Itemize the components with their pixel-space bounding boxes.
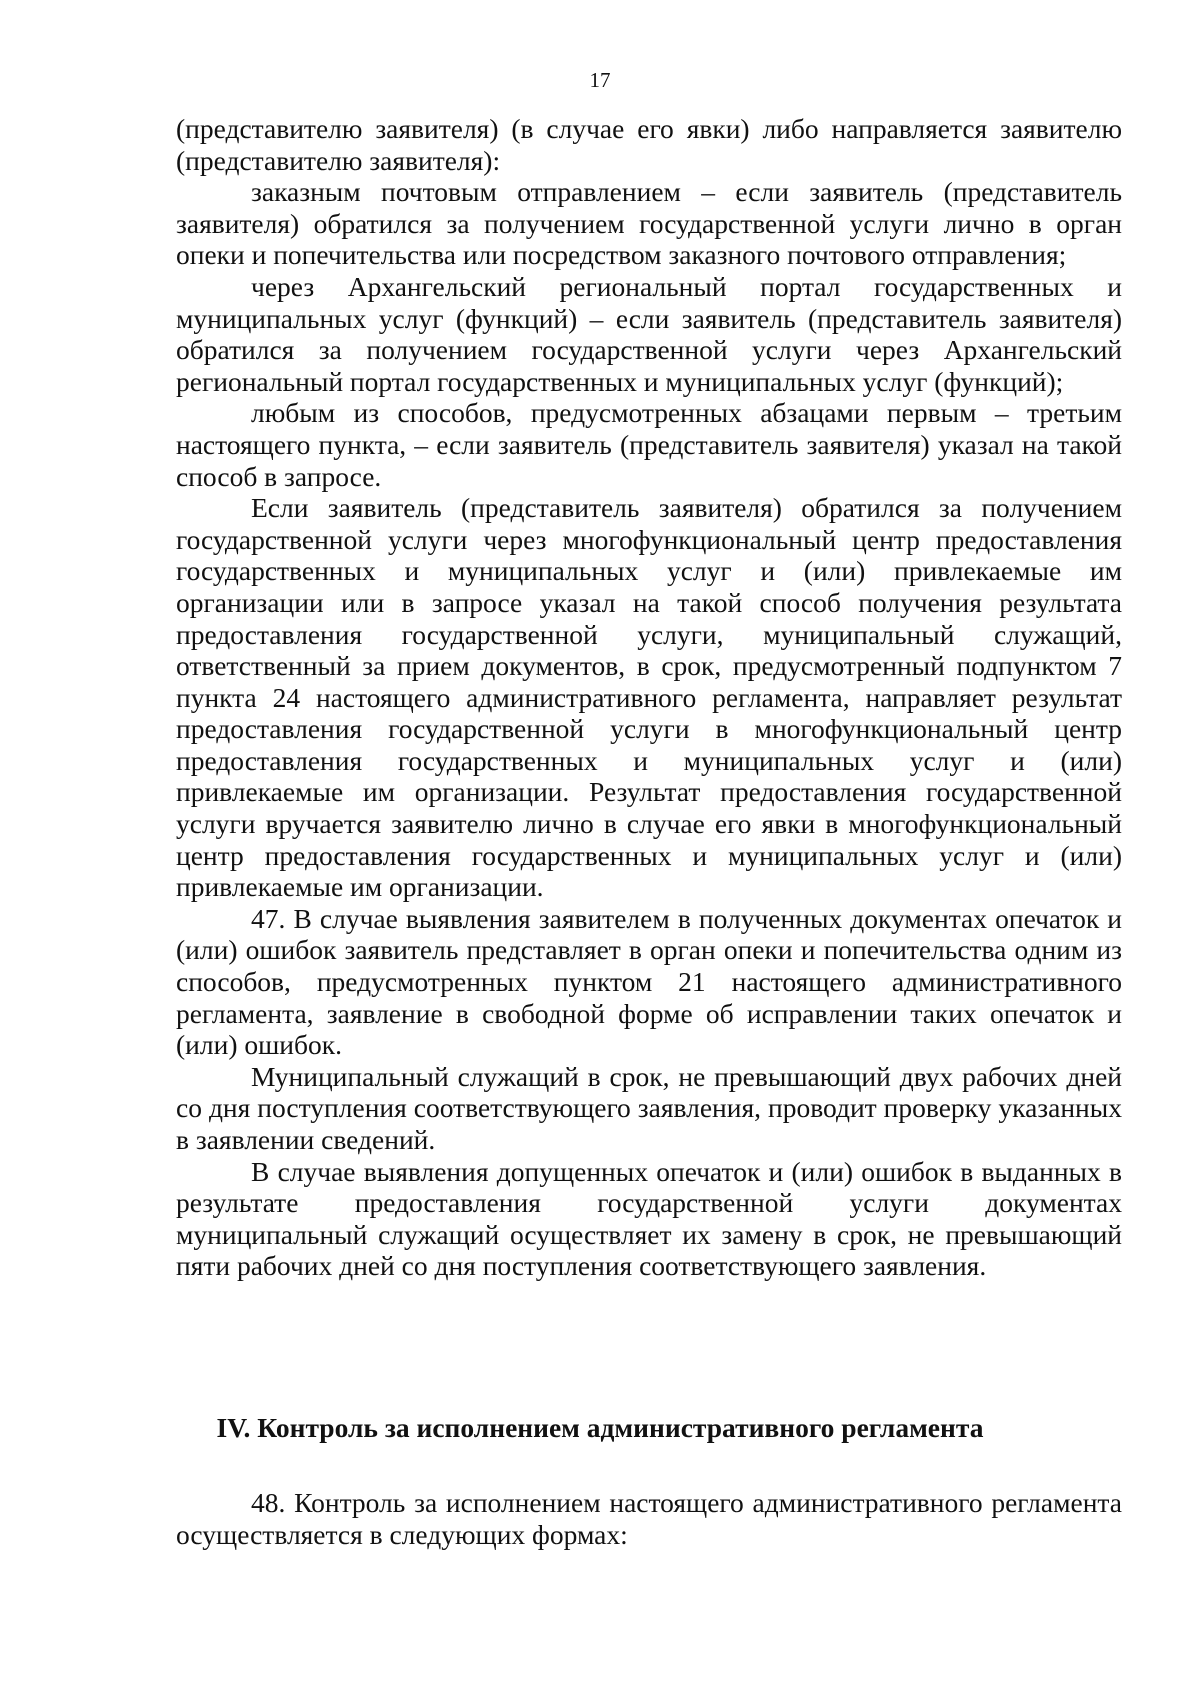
document-body xyxy=(176,113,1122,1282)
section-heading: IV. Контроль за исполнением административного регламента xyxy=(216,1412,984,1443)
paragraph-replacement: В случае выявления допущенных опечаток и (или) ошибок в выданных в результате предоставления государственной услуги документах муниципальный служащий осуществляет их замену в срок, не превышающий пяти рабочих дней со дня поступления соответствующего заявления. xyxy=(176,1155,1122,1282)
paragraph-any-method: любым из способов, предусмотренных абзацами первым – третьим настоящего пункта, – если заявитель (представитель заявителя) указал на такой способ в запросе. xyxy=(176,397,1122,492)
paragraph-mfc: Если заявитель (представитель заявителя) обратился за получением государственной услуги через многофункциональный центр предоставления государственных и муниципальных услуг и (или) привлекаемые им организации или в запросе указал на такой способ получения результата предоставления государственной услуги, муниципальный служащий, ответственный за прием документов, в срок, предусмотренный подпунктом 7 пункта 24 настоящего административного регламента, направляет результат предоставления государственной услуги в многофункциональный центр предоставления государственных и муниципальных услуг и (или) привлекаемые им организации. Результат предоставления государственной услуги вручается заявителю лично в случае его явки в многофункциональный центр предоставления государственных и муниципальных услуг и (или) привлекаемые им организации. xyxy=(176,492,1122,903)
paragraph-continuation: (представителю заявителя) (в случае его явки) либо направляется заявителю (представителю заявителя): xyxy=(176,113,1122,176)
paragraph-verification: Муниципальный служащий в срок, не превышающий двух рабочих дней со дня поступления соответствующего заявления, проводит проверку указанных в заявлении сведений. xyxy=(176,1060,1122,1155)
document-body-section-iv xyxy=(176,1487,1122,1550)
paragraph-regional-portal: через Архангельский региональный портал государственных и муниципальных услуг (функций) – если заявитель (представитель заявителя) обратился за получением государственной услуги через Архангельский региональный портал государственных и муниципальных услуг (функций); xyxy=(176,270,1122,397)
paragraph-registered-mail: заказным почтовым отправлением – если заявитель (представитель заявителя) обратился за получением государственной услуги лично в орган опеки и попечительства или посредством заказного почтового отправления; xyxy=(176,176,1122,271)
paragraph-47: 47. В случае выявления заявителем в полученных документах опечаток и (или) ошибок заявитель представляет в орган опеки и попечительства одним из способов, предусмотренных пунктом 21 настоящего административного регламента, заявление в свободной форме об исправлении таких опечаток и (или) ошибок. xyxy=(176,902,1122,1061)
paragraph-48: 48. Контроль за исполнением настоящего административного регламента осуществляется в следующих формах: xyxy=(176,1487,1122,1550)
page-number: 17 xyxy=(589,68,611,92)
